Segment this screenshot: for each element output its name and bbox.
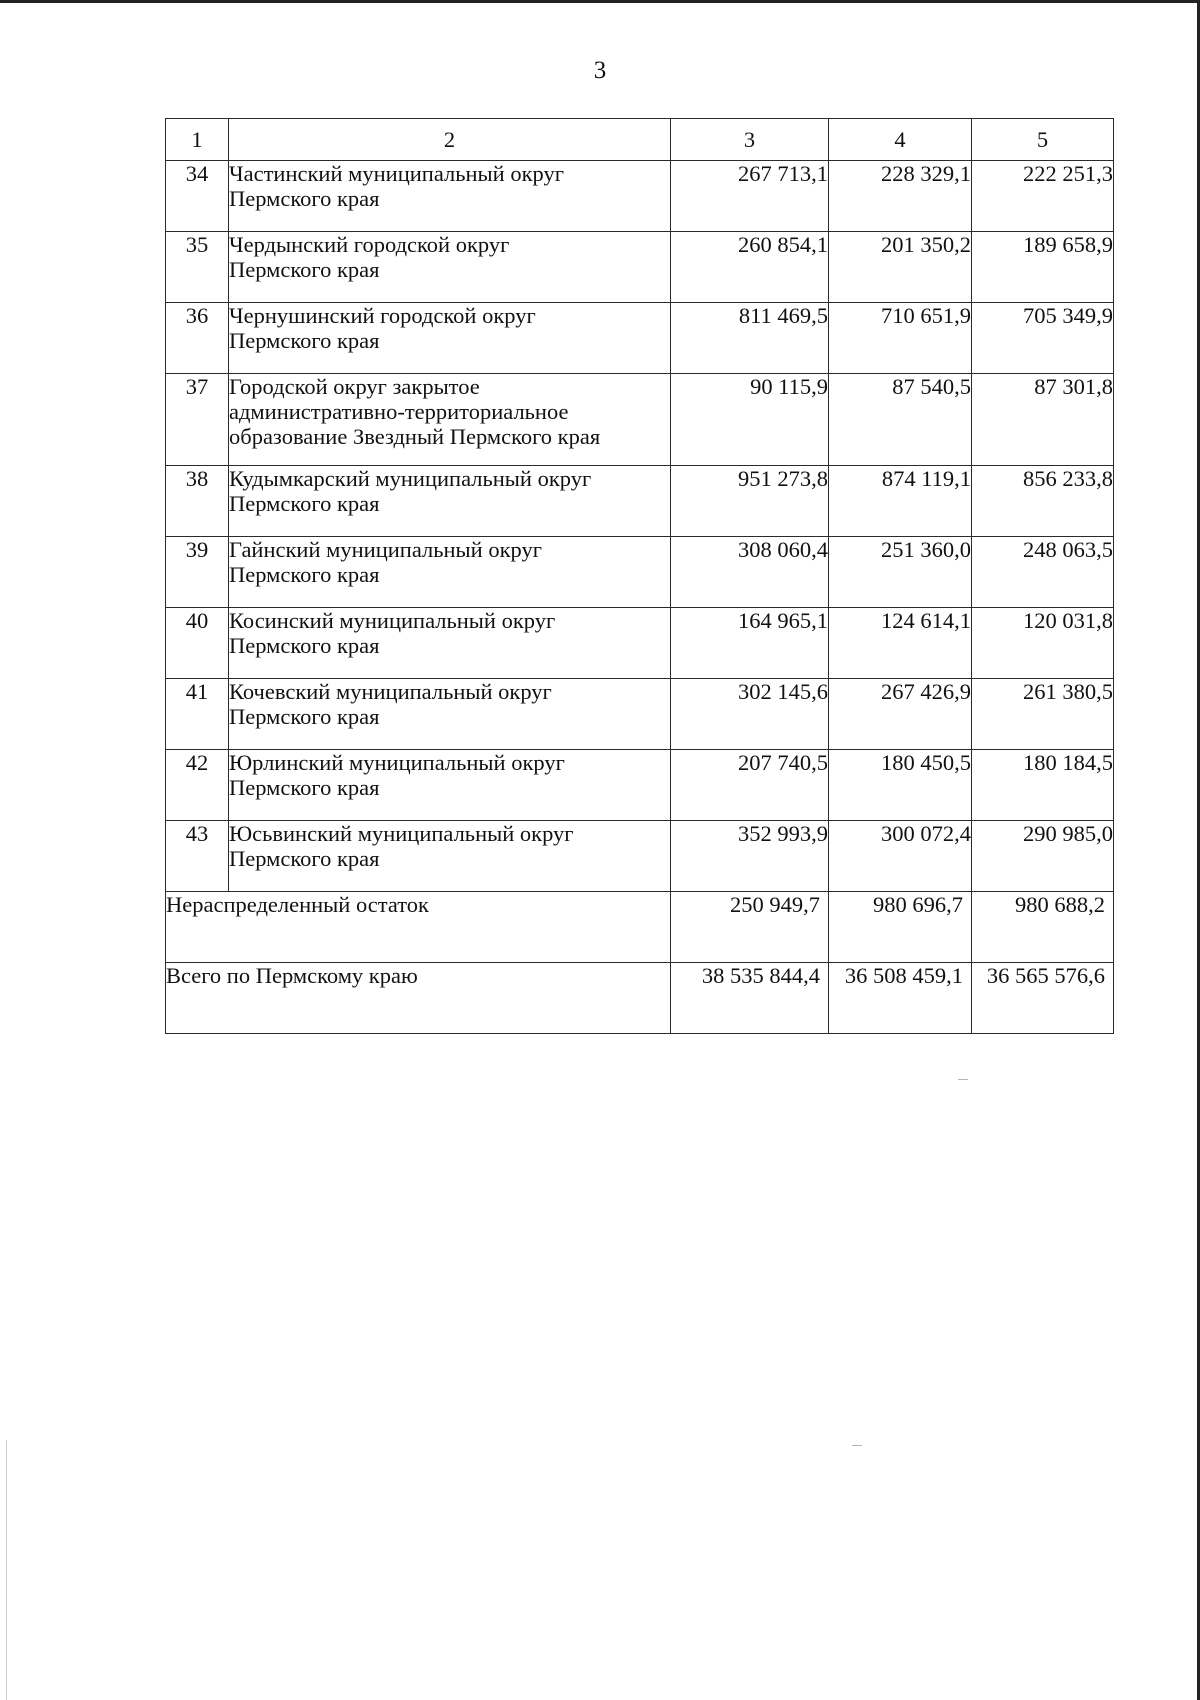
municipality-name-line: Частинский муниципальный округ (229, 161, 564, 186)
scan-edge-left (6, 1440, 7, 1700)
municipality-name-line: Косинский муниципальный округ (229, 608, 556, 633)
value-col-5: 87 301,8 (972, 374, 1114, 466)
municipality-name-line: Кочевский муниципальный округ (229, 679, 552, 704)
table-row (166, 466, 1114, 537)
municipality-name (229, 537, 671, 608)
municipality-name (229, 608, 671, 679)
row-number: 36 (166, 303, 229, 374)
table-row (166, 537, 1114, 608)
municipality-name (229, 466, 671, 537)
municipality-name-line: Юсьвинский муниципальный округ (229, 821, 574, 846)
total-row-label: Всего по Пермскому краю (166, 963, 671, 1034)
scan-edge-top (0, 0, 1200, 3)
value-col-5: 120 031,8 (972, 608, 1114, 679)
value-col-4: 228 329,1 (829, 161, 972, 232)
municipality-name-line: Чердынский городской округ (229, 232, 510, 257)
scan-speck (852, 1445, 862, 1446)
remainder-row (166, 892, 1114, 963)
budget-table (165, 118, 1114, 1034)
row-number: 43 (166, 821, 229, 892)
value-col-4: 980 696,7 (829, 892, 972, 963)
value-col-4: 201 350,2 (829, 232, 972, 303)
municipality-name-line: Кудымкарский муниципальный округ (229, 466, 592, 491)
header-cell: 1 (166, 119, 229, 161)
row-number: 38 (166, 466, 229, 537)
header-cell: 5 (972, 119, 1114, 161)
municipality-name-line: Пермского края (229, 704, 380, 729)
value-col-5: 222 251,3 (972, 161, 1114, 232)
municipality-name-line: образование Звездный Пермского края (229, 424, 601, 449)
value-col-5: 248 063,5 (972, 537, 1114, 608)
value-col-4: 251 360,0 (829, 537, 972, 608)
municipality-name-line: Юрлинский муниципальный округ (229, 750, 565, 775)
table-row (166, 608, 1114, 679)
value-col-3: 164 965,1 (671, 608, 829, 679)
total-row (166, 963, 1114, 1034)
page-number: 3 (593, 57, 607, 84)
header-cell: 4 (829, 119, 972, 161)
value-col-4: 87 540,5 (829, 374, 972, 466)
municipality-name-line: Пермского края (229, 491, 380, 516)
municipality-name (229, 821, 671, 892)
table-row (166, 232, 1114, 303)
value-col-5: 36 565 576,6 (972, 963, 1114, 1034)
value-col-4: 36 508 459,1 (829, 963, 972, 1034)
scan-speck (958, 1079, 968, 1080)
value-col-4: 300 072,4 (829, 821, 972, 892)
value-col-4: 267 426,9 (829, 679, 972, 750)
value-col-3: 951 273,8 (671, 466, 829, 537)
value-col-3: 38 535 844,4 (671, 963, 829, 1034)
row-number: 42 (166, 750, 229, 821)
header-row (166, 119, 1114, 161)
table-row (166, 303, 1114, 374)
municipality-name-line: Пермского края (229, 633, 380, 658)
row-number: 37 (166, 374, 229, 466)
value-col-5: 856 233,8 (972, 466, 1114, 537)
value-col-3: 308 060,4 (671, 537, 829, 608)
value-col-3: 260 854,1 (671, 232, 829, 303)
row-number: 35 (166, 232, 229, 303)
table-row (166, 821, 1114, 892)
row-number: 41 (166, 679, 229, 750)
municipality-name (229, 232, 671, 303)
row-number: 40 (166, 608, 229, 679)
municipality-name-line: Пермского края (229, 328, 380, 353)
municipality-name-line: Чернушинский городской округ (229, 303, 536, 328)
municipality-name-line: Пермского края (229, 775, 380, 800)
table-row (166, 374, 1114, 466)
municipality-name-line: Гайнский муниципальный округ (229, 537, 542, 562)
value-col-4: 874 119,1 (829, 466, 972, 537)
row-number: 39 (166, 537, 229, 608)
value-col-3: 302 145,6 (671, 679, 829, 750)
value-col-5: 261 380,5 (972, 679, 1114, 750)
value-col-4: 710 651,9 (829, 303, 972, 374)
table-row (166, 750, 1114, 821)
value-col-5: 980 688,2 (972, 892, 1114, 963)
municipality-name-line: административно-территориальное (229, 399, 569, 424)
value-col-5: 705 349,9 (972, 303, 1114, 374)
value-col-3: 811 469,5 (671, 303, 829, 374)
value-col-4: 124 614,1 (829, 608, 972, 679)
municipality-name-line: Пермского края (229, 846, 380, 871)
value-col-4: 180 450,5 (829, 750, 972, 821)
value-col-5: 189 658,9 (972, 232, 1114, 303)
municipality-name (229, 303, 671, 374)
value-col-5: 290 985,0 (972, 821, 1114, 892)
table-row (166, 679, 1114, 750)
municipality-name (229, 161, 671, 232)
header-cell: 2 (229, 119, 671, 161)
header-cell: 3 (671, 119, 829, 161)
municipality-name-line: Пермского края (229, 562, 380, 587)
value-col-3: 267 713,1 (671, 161, 829, 232)
value-col-3: 250 949,7 (671, 892, 829, 963)
row-number: 34 (166, 161, 229, 232)
value-col-3: 352 993,9 (671, 821, 829, 892)
municipality-name (229, 750, 671, 821)
municipality-name-line: Пермского края (229, 257, 380, 282)
municipality-name-line: Городской округ закрытое (229, 374, 480, 399)
remainder-row-label: Нераспределенный остаток (166, 892, 671, 963)
value-col-5: 180 184,5 (972, 750, 1114, 821)
municipality-name (229, 374, 671, 466)
value-col-3: 90 115,9 (671, 374, 829, 466)
value-col-3: 207 740,5 (671, 750, 829, 821)
table-row (166, 161, 1114, 232)
municipality-name (229, 679, 671, 750)
municipality-name-line: Пермского края (229, 186, 380, 211)
